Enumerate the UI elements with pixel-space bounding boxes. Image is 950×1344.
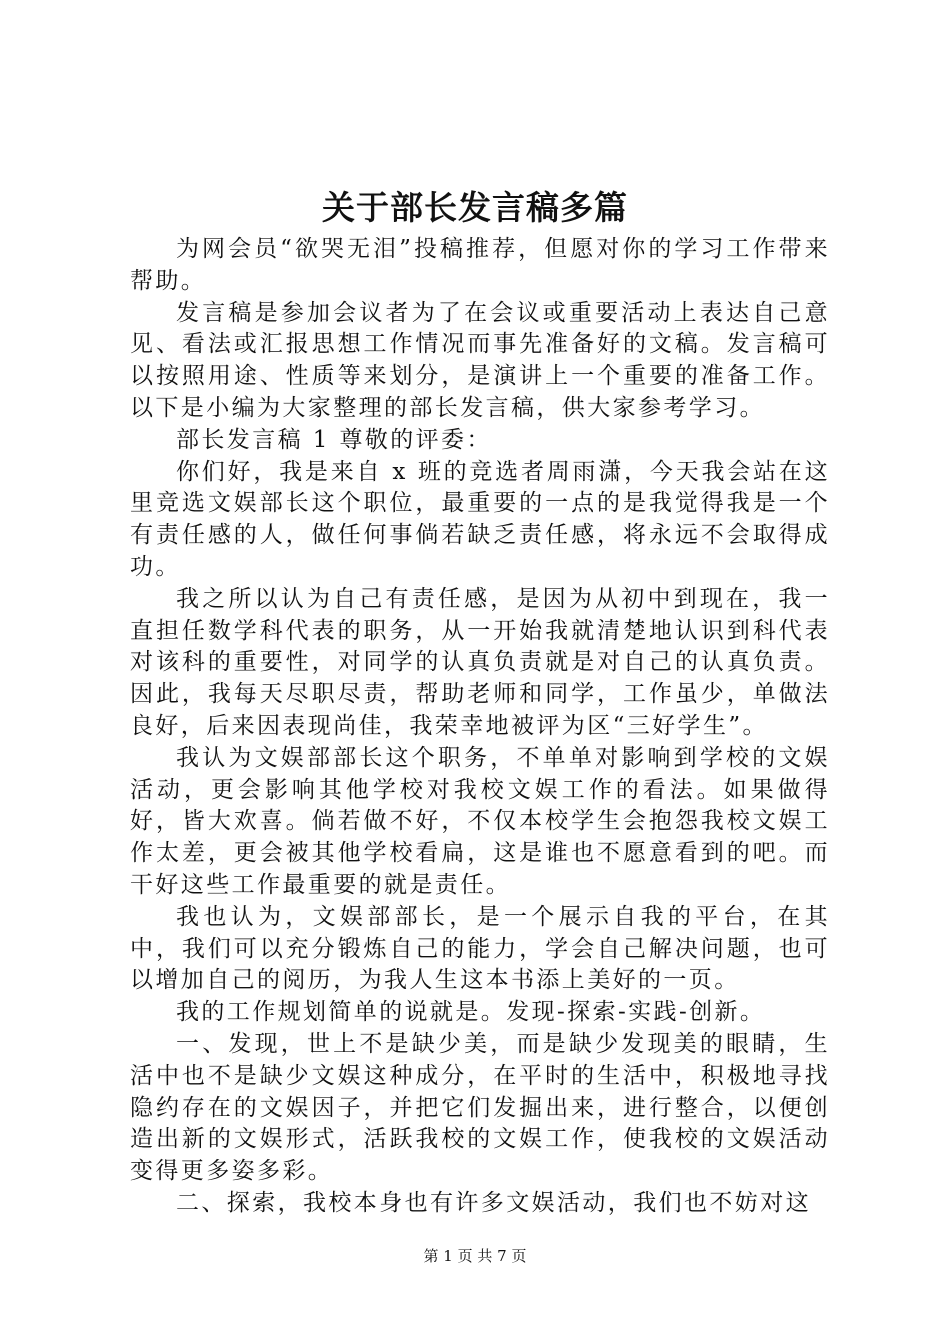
paragraph-explore: 二、探索，我校本身也有许多文娱活动，我们也不妨对这 <box>176 1189 811 1216</box>
paragraph-salutation: 部长发言稿 1 尊敬的评委： <box>176 426 492 453</box>
paragraph-intro: 为网会员“欲哭无泪”投稿推荐，但愿对你的学习工作带来帮助。 <box>130 236 830 294</box>
paragraph-definition: 发言稿是参加会议者为了在会议或重要活动上表达自己意见、看法或汇报思想工作情况而事先准备好的文稿。发言稿可以按照用途、性质等来划分，是演讲上一个重要的准备工作。以下是小编为大家整理的部长发言稿，供大家参考学习。 <box>130 299 830 421</box>
page-footer: 第 1 页 共 7 页 <box>423 1247 527 1265</box>
paragraph-plan: 我的工作规划简单的说就是。发现-探索-实践-创新。 <box>176 999 766 1026</box>
paragraph-discover: 一、发现，世上不是缺少美，而是缺少发现美的眼睛，生活中也不是缺少文娱这种成分，在平时的生活中，积极地寻找隐约存在的文娱因子，并把它们发掘出来，进行整合，以便创造出新的文娱形式，活跃我校的文娱工作，使我校的文娱活动变得更多姿多彩。 <box>130 1030 830 1185</box>
paragraph-responsibility: 我之所以认为自己有责任感，是因为从初中到现在，我一直担任数学科代表的职务，从一开始我就清楚地认识到科代表对该科的重要性，对同学的认真负责就是对自己的认真负责。因此，我每天尽职尽责，帮助老师和同学，工作虽少，单做法良好，后来因表现尚佳，我荣幸地被评为区“三好学生”。 <box>130 585 830 739</box>
document-body <box>130 234 830 1220</box>
paragraph-greeting: 你们好，我是来自 x 班的竞选者周雨潇，今天我会站在这里竞选文娱部长这个职位，最重要的一点的是我觉得我是一个有责任感的人，做任何事倘若缺乏责任感，将永远不会取得成功。 <box>130 458 830 580</box>
paragraph-role-impact: 我认为文娱部部长这个职务，不单单对影响到学校的文娱活动，更会影响其他学校对我校文娱工作的看法。如果做得好，皆大欢喜。倘若做不好，不仅本校学生会抱怨我校文娱工作太差，更会被其他学校看扁，这是谁也不愿意看到的吧。而干好这些工作最重要的就是责任。 <box>130 744 830 898</box>
paragraph-platform: 我也认为，文娱部部长，是一个展示自我的平台，在其中，我们可以充分锻炼自己的能力，学会自己解决问题，也可以增加自己的阅历，为我人生这本书添上美好的一页。 <box>130 903 830 994</box>
document-title: 关于部长发言稿多篇 <box>322 188 628 227</box>
